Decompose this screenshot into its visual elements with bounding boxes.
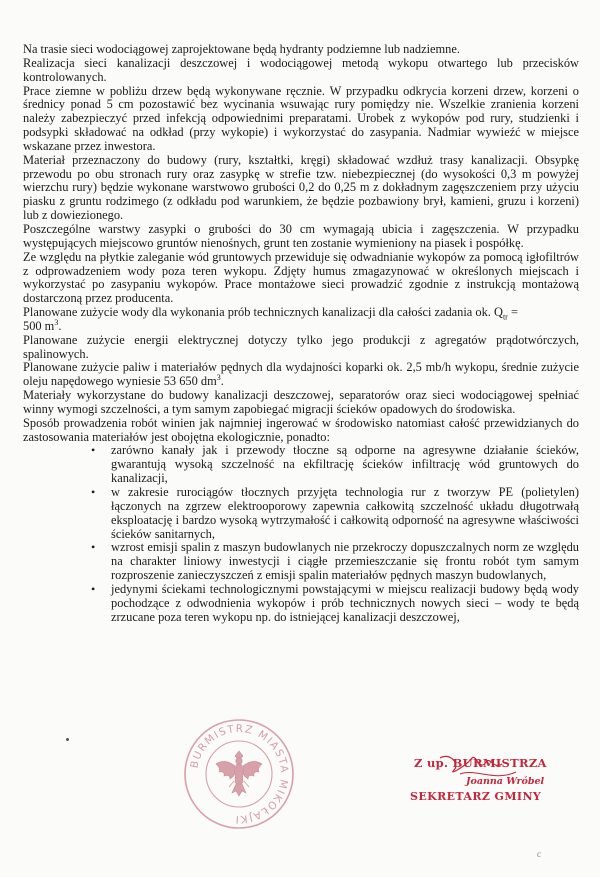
paragraph-tightness: Materiały wykorzystane do budowy kanalizacji deszczowej, separatorów oraz sieci wodociągowej spełniać winny wymogi szczelności, a tym samym zapobiegać migracji ścieków opadowych do środowiska. [23, 388, 579, 416]
paragraph-method-intro: Sposób prowadzenia robót winien jak najmniej ingerować w środowisko natomiast całość przewidzianych do zastosowania materiałów jest obojętna ekologicznie, ponadto: [23, 415, 579, 444]
water-usage-value: 500 m [23, 318, 55, 333]
bullet-glyph: • [91, 581, 96, 596]
official-seal [183, 718, 295, 830]
fuel-usage-end: . [220, 374, 224, 389]
water-usage-end: . [58, 318, 62, 333]
signature-name: Joanna Wróbel [466, 776, 545, 787]
water-usage-unit-sup: 3 [54, 317, 59, 327]
bullet-item-pe-pipes [91, 485, 579, 541]
water-usage-equals: = [507, 305, 518, 320]
paragraph-dewatering: Ze względu na płytkie zaleganie wód gruntowych przewiduje się odwadnianie wykopów za pomocą igłofiltrów z odprowadzeniem wody poza teren wykopu. Zdjęty humus zmagazynować w określonych miejscach i wykorzystać po zasypaniu wykopów. Prace montażowe sieci prowadzić zgodnie z instrukcją montażową dostarczoną przez producenta. [23, 249, 579, 306]
seal-text-path: BURMISTRZ MIASTA MIKOŁAJKI [188, 722, 291, 826]
bullet-item-text: wzrost emisji spalin z maszyn budowlanych nie przekroczy dopuszczalnych norm ze względu na charakter liniowy inwestycji i ciągłe przemieszczanie się frontu robót tym samym rozproszenie zanieczyszczeń z emisji spalin materiałów pędnych maszyn budowlanych, [111, 540, 579, 583]
paragraph-fuel-usage [23, 361, 579, 389]
signature-stamp [408, 754, 548, 816]
bullet-item-text: jedynymi ściekami technologicznymi powstającymi w miejscu realizacji budowy będą wody pochodzące z odwodnienia wykopów i prób technicznych nowych sieci – wody te będą zrzucane poza teren wykopu np. do istniejącej kanalizacji deszczowej, [111, 581, 579, 624]
water-usage-subscript: tr [502, 312, 508, 322]
eagle-emblem-icon [216, 751, 262, 796]
paragraph-water-usage [23, 306, 579, 334]
bullet-item-text: w zakresie rurociągów tłocznych przyjęta technologia rur z tworzyw PE (polietylen) łączonych na zgrzew elektrooporowy zapewnia całkowitą szczelność układu długotrwałą eksploatację i bardzo wysoką wytrzymałość i całkowitą odporność na agresywne właściwości ścieków sanitarnych, [111, 485, 579, 541]
signature-title: SEKRETARZ GMINY [410, 790, 542, 803]
paragraph-energy-usage: Planowane zużycie energii elektrycznej dotyczy tylko jego produkcji z agregatów prądotwórczych, spalinowych. [23, 332, 579, 361]
bullet-item-channels [91, 443, 579, 486]
signature-line-on-behalf: Z up. BURMISTRZA [414, 756, 547, 770]
paragraph-realization: Realizacja sieci kanalizacji deszczowej i wodociągowej metodą wykopu otwartego lub przecisków kontrolowanych. [23, 55, 579, 84]
paragraph-hydrants: Na trasie sieci wodociągowej zaprojektowane będą hydranty podziemne lub nadziemne. [23, 42, 460, 56]
document-body [23, 43, 579, 624]
bullet-list [23, 444, 579, 624]
bullet-item-emissions [91, 540, 579, 583]
bullet-glyph: • [91, 540, 96, 555]
bullet-glyph: • [91, 485, 96, 499]
paragraph-backfill-layers: Poszczególne warstwy zasypki o grubości do 30 cm wymagają ubicia i zagęszczenia. W przypadku występujących miejscowo gruntów nienośnych, grunt ten zostanie wymieniony na piasek i pospółkę. [23, 221, 579, 250]
paragraph-materials: Materiał przeznaczony do budowy (rury, kształtki, kręgi) składować wzdłuż trasy kanalizacji. Obsypkę przewodu po obu stronach rury oraz zasypkę w strefie tzw. niebezpiecznej (do wysokości 0,3 m powyżej wierzchu rury) będzie wykonane warstwowo grubości 0,2 do 0,25 m z dokładnym zagęszczeniem przy użyciu piasku z gruntu rodzimego (z odkładu pod warunkiem, że będzie pozbawiony brył, kamieni, gruzu i korzeni) lub z dowiezionego. [23, 152, 579, 223]
stray-dot [66, 738, 69, 741]
fuel-usage-unit-sup: 3 [216, 373, 221, 383]
bullet-glyph: • [91, 443, 96, 458]
bullet-item-wastewater [91, 581, 579, 625]
corner-mark: c [537, 849, 541, 859]
paragraph-earthworks: Prace ziemne w pobliżu drzew będą wykonywane ręcznie. W przypadku odkrycia korzeni drzew, korzeni o średnicy ponad 5 cm pozostawić bez wycinania wsuwając rury pomiędzy nie. Wszelkie zranienia korzeni należy zabezpieczyć przed infekcją odpowiednimi preparatami. Urobek z wykopów pod rury, studzienki i podsypki składować na odkład (przy wykopie) i wykorzystać do zasypania. Nadmiar wywieźć w miejsce wskazane przez inwestora. [23, 83, 579, 153]
water-usage-text: Planowane zużycie wody dla wykonania prób technicznych kanalizacji dla całości zadania ok. Q [23, 305, 503, 320]
bullet-item-text: zarówno kanały jak i przewody tłoczne są odporne na agresywne działanie ścieków, gwarantują wysoką szczelność na ekfiltrację ścieków infiltrację wód gruntowych do kanalizacji, [111, 443, 579, 486]
fuel-usage-text: Planowane zużycie paliw i materiałów pędnych dla wydajności koparki ok. 2,5 mb/h wykopu, średnie zużycie oleju napędowego wyniesie 53 650 dm [23, 360, 579, 389]
